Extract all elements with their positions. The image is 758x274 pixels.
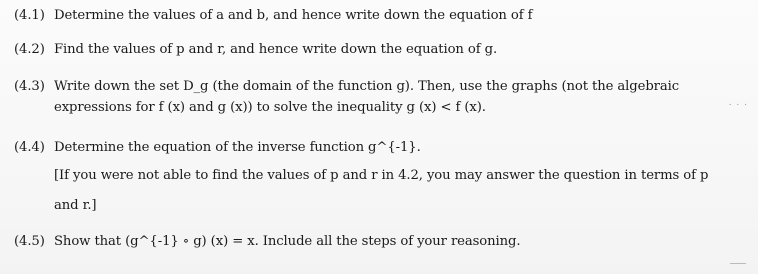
question-4-3-continued [14,98,744,118]
question-number: (4.4) [14,140,45,155]
question-4-4 [14,138,744,158]
question-text: Write down the set D_g (the domain of the function g). Then, use the graphs (not the algebraic [54,79,680,94]
faint-dots: . . . [728,98,748,108]
question-4-3 [14,77,744,97]
question-number: (4.2) [14,42,45,57]
page-corner-mark [730,263,746,268]
question-text: Determine the values of a and b, and hence write down the equation of f [54,8,533,23]
note-line-1: [If you were not able to find the values of p and r in 4.2, you may answer the question in terms of p [54,168,709,183]
note-line-2: and r.] [54,198,97,213]
question-text: Show that (g^{-1} ∘ g) (x) = x. Include all the steps of your reasoning. [54,234,521,249]
question-4-5 [14,232,744,252]
question-4-1 [14,6,744,26]
question-text-continued: expressions for f (x) and g (x)) to solve the inequality g (x) < f (x). [54,100,486,115]
question-4-2 [14,40,744,60]
question-number: (4.5) [14,234,45,249]
question-number: (4.1) [14,8,45,23]
question-text: Find the values of p and r, and hence write down the equation of g. [54,42,498,57]
question-text: Determine the equation of the inverse function g^{-1}. [54,140,421,155]
question-number: (4.3) [14,79,45,94]
